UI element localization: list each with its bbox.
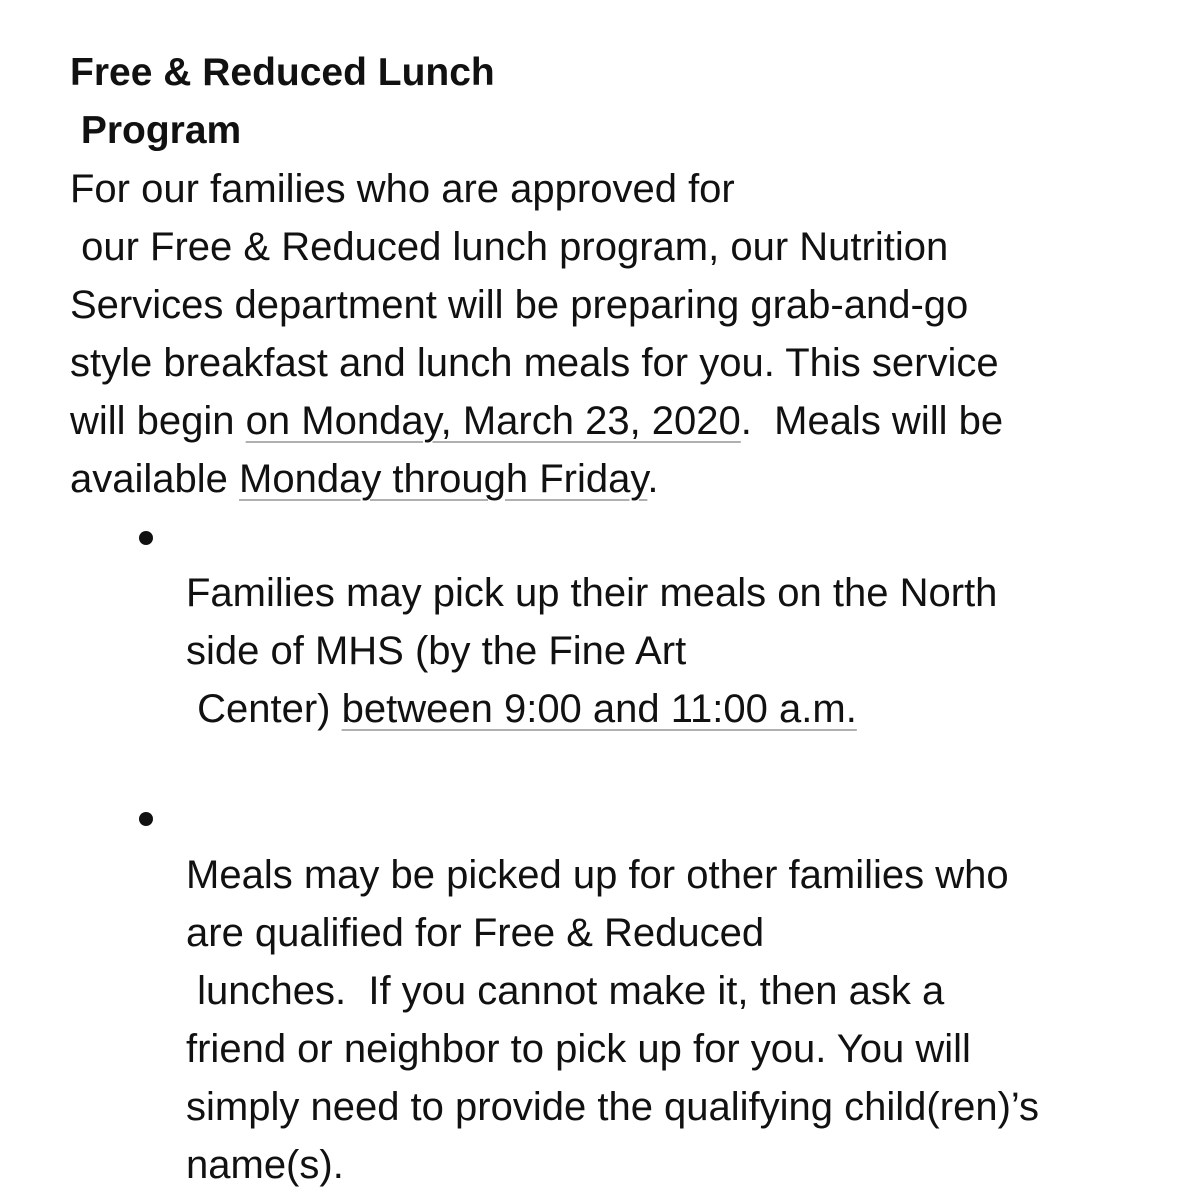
intro-text: available <box>70 457 240 501</box>
intro-line: For our families who are approved for <box>70 167 735 211</box>
intro-line: Services department will be preparing grab-and-go <box>70 283 969 327</box>
list-item-line: Families may pick up their meals on the North <box>186 571 998 615</box>
intro-text: . Meals will be <box>740 399 1004 443</box>
intro-line: our Free & Reduced lunch program, our Nutrition <box>70 225 949 269</box>
intro-line: style breakfast and lunch meals for you. This service <box>70 341 999 385</box>
pickup-time-link[interactable]: between 9:00 and 11:00 a.m. <box>341 687 857 731</box>
intro-line <box>70 392 1003 450</box>
list-item-line: are qualified for Free & Reduced <box>186 911 765 955</box>
list-item-line: side of MHS (by the Fine Art <box>186 629 687 673</box>
page-title-continued: Program <box>70 109 242 152</box>
weekdays-link[interactable]: Monday through Friday <box>239 457 648 501</box>
list-item-line: Meals may be picked up for other families who <box>186 853 1009 897</box>
list-item-line: simply need to provide the qualifying child(ren)’s <box>186 1085 1040 1129</box>
list-item-line: friend or neighbor to pick up for you. You will <box>186 1027 971 1071</box>
list-item-line <box>186 680 857 738</box>
list-item-text: Center) <box>186 687 342 731</box>
bullet-icon <box>139 812 153 826</box>
list-item-line: name(s). <box>186 1143 344 1187</box>
intro-text: . <box>647 457 659 501</box>
list-item-line: lunches. If you cannot make it, then ask a <box>186 969 945 1013</box>
start-date-link[interactable]: on Monday, March 23, 2020 <box>245 399 741 443</box>
intro-text: will begin <box>70 399 246 443</box>
bullet-icon <box>139 531 153 545</box>
page-title: Free & Reduced Lunch <box>70 51 495 94</box>
intro-line <box>70 450 659 508</box>
